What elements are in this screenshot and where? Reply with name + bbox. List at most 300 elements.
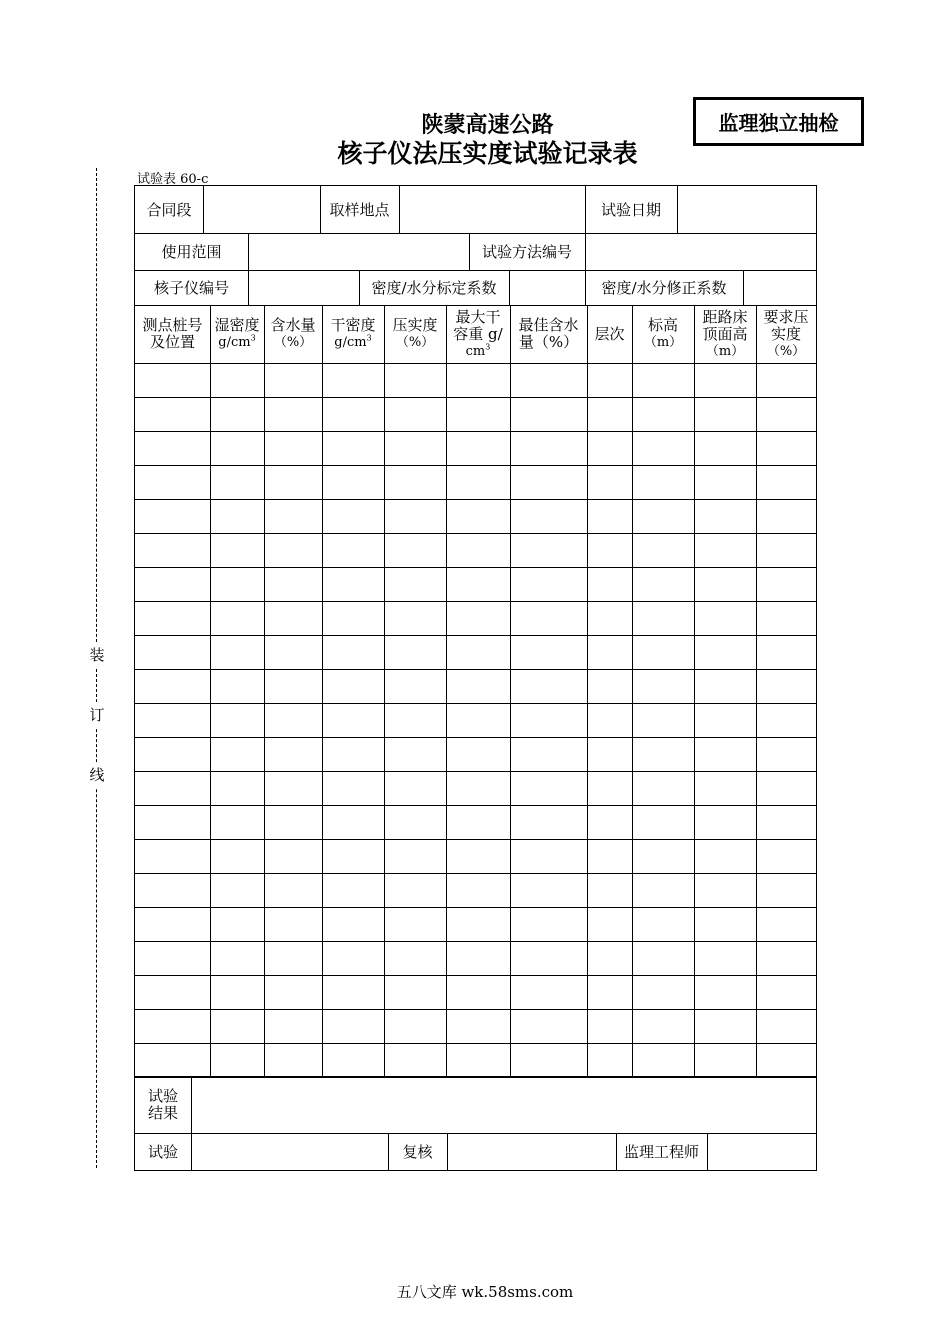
table-cell[interactable] xyxy=(756,941,816,975)
table-cell[interactable] xyxy=(264,363,322,397)
table-cell[interactable] xyxy=(632,839,694,873)
table-cell[interactable] xyxy=(322,1043,384,1077)
table-cell[interactable] xyxy=(756,1009,816,1043)
table-cell[interactable] xyxy=(264,941,322,975)
table-cell[interactable] xyxy=(587,771,632,805)
col-station xyxy=(135,305,210,363)
table-cell[interactable] xyxy=(135,669,210,703)
table-cell[interactable] xyxy=(632,805,694,839)
contract-input[interactable] xyxy=(203,186,320,233)
table-cell[interactable] xyxy=(632,771,694,805)
table-cell[interactable] xyxy=(135,397,210,431)
col-elevation-line1: 标高 xyxy=(647,316,678,334)
binding-line xyxy=(96,168,97,1168)
table-cell[interactable] xyxy=(135,703,210,737)
table-cell[interactable] xyxy=(210,737,264,771)
table-cell[interactable] xyxy=(446,941,510,975)
col-max-dry-density xyxy=(446,305,510,363)
col-req-compaction-unit: （%） xyxy=(766,343,806,359)
table-cell[interactable] xyxy=(446,669,510,703)
table-cell[interactable] xyxy=(446,1043,510,1077)
table-cell[interactable] xyxy=(510,465,587,499)
col-wet-density xyxy=(210,305,264,363)
table-cell[interactable] xyxy=(510,669,587,703)
table-cell[interactable] xyxy=(135,431,210,465)
table-cell[interactable] xyxy=(694,941,756,975)
col-req-compaction-line1: 要求压 xyxy=(763,307,809,326)
table-cell[interactable] xyxy=(632,1009,694,1043)
table-cell[interactable] xyxy=(384,1009,446,1043)
table-cell[interactable] xyxy=(210,771,264,805)
tester-signature[interactable] xyxy=(191,1133,388,1170)
supervisor-label: 监理工程师 xyxy=(623,1142,699,1161)
table-cell[interactable] xyxy=(210,397,264,431)
col-max-dry-line2: 容重 g/ xyxy=(453,324,503,343)
table-cell[interactable] xyxy=(694,1009,756,1043)
table-cell[interactable] xyxy=(384,567,446,601)
table-cell[interactable] xyxy=(264,1009,322,1043)
table-cell[interactable] xyxy=(446,499,510,533)
table-cell[interactable] xyxy=(756,431,816,465)
col-moisture xyxy=(264,305,322,363)
col-wet-density-line1: 湿密度 xyxy=(214,316,260,334)
table-cell[interactable] xyxy=(694,873,756,907)
table-cell[interactable] xyxy=(135,533,210,567)
table-cell[interactable] xyxy=(264,669,322,703)
table-cell[interactable] xyxy=(135,839,210,873)
table-cell[interactable] xyxy=(756,601,816,635)
table-cell[interactable] xyxy=(322,635,384,669)
calib-coef-input[interactable] xyxy=(509,270,585,305)
reviewer-label: 复核 xyxy=(402,1142,433,1161)
table-cell[interactable] xyxy=(510,703,587,737)
table-cell[interactable] xyxy=(264,1043,322,1077)
table-cell[interactable] xyxy=(264,533,322,567)
table-cell[interactable] xyxy=(264,397,322,431)
table-cell[interactable] xyxy=(446,533,510,567)
table-cell[interactable] xyxy=(322,941,384,975)
table-cell[interactable] xyxy=(756,1043,816,1077)
table-cell[interactable] xyxy=(322,805,384,839)
table-cell[interactable] xyxy=(510,1043,587,1077)
table-cell[interactable] xyxy=(632,567,694,601)
table-cell[interactable] xyxy=(264,873,322,907)
table-cell[interactable] xyxy=(135,363,210,397)
table-cell[interactable] xyxy=(210,499,264,533)
table-cell[interactable] xyxy=(135,499,210,533)
table-cell[interactable] xyxy=(632,601,694,635)
table-cell[interactable] xyxy=(756,839,816,873)
table-cell[interactable] xyxy=(510,873,587,907)
table-cell[interactable] xyxy=(210,907,264,941)
table-cell[interactable] xyxy=(446,737,510,771)
table-cell[interactable] xyxy=(587,805,632,839)
table-cell[interactable] xyxy=(322,1009,384,1043)
table-cell[interactable] xyxy=(446,635,510,669)
col-max-dry-unit: cm xyxy=(465,343,486,359)
table-cell[interactable] xyxy=(694,431,756,465)
table-cell[interactable] xyxy=(322,873,384,907)
table-cell[interactable] xyxy=(264,907,322,941)
table-cell[interactable] xyxy=(632,363,694,397)
table-cell[interactable] xyxy=(210,363,264,397)
table-cell[interactable] xyxy=(135,737,210,771)
table-cell[interactable] xyxy=(135,465,210,499)
table-cell[interactable] xyxy=(210,703,264,737)
table-cell[interactable] xyxy=(632,737,694,771)
table-cell[interactable] xyxy=(384,499,446,533)
table-cell[interactable] xyxy=(446,703,510,737)
col-compaction-unit: （%） xyxy=(395,335,435,350)
table-cell[interactable] xyxy=(264,601,322,635)
table-cell[interactable] xyxy=(510,1009,587,1043)
col-layer-label: 层次 xyxy=(594,324,625,343)
unit-exponent: 3 xyxy=(250,333,256,343)
table-cell[interactable] xyxy=(587,635,632,669)
table-cell[interactable] xyxy=(446,805,510,839)
table-cell[interactable] xyxy=(210,873,264,907)
table-cell[interactable] xyxy=(446,839,510,873)
col-dist-subgrade-line1: 距路床 xyxy=(702,307,748,326)
table-cell[interactable] xyxy=(210,465,264,499)
table-cell[interactable] xyxy=(264,465,322,499)
binding-char-1: 装 xyxy=(88,642,106,668)
col-dry-density-unit: g/cm xyxy=(334,335,367,350)
table-cell[interactable] xyxy=(135,567,210,601)
col-max-dry-line1: 最大干 xyxy=(455,307,501,326)
table-cell[interactable] xyxy=(384,397,446,431)
table-cell[interactable] xyxy=(587,431,632,465)
gauge-no-label: 核子仪编号 xyxy=(153,278,229,297)
table-cell[interactable] xyxy=(322,363,384,397)
table-cell[interactable] xyxy=(694,737,756,771)
table-cell[interactable] xyxy=(694,635,756,669)
table-cell[interactable] xyxy=(632,397,694,431)
table-cell[interactable] xyxy=(446,567,510,601)
table-cell[interactable] xyxy=(210,567,264,601)
table-cell[interactable] xyxy=(587,601,632,635)
table-cell[interactable] xyxy=(510,431,587,465)
table-cell[interactable] xyxy=(510,499,587,533)
table-cell[interactable] xyxy=(510,805,587,839)
gauge-no-input[interactable] xyxy=(248,270,359,305)
table-cell[interactable] xyxy=(210,635,264,669)
table-cell[interactable] xyxy=(510,601,587,635)
table-cell[interactable] xyxy=(694,499,756,533)
supervisor-signature[interactable] xyxy=(707,1133,816,1170)
table-cell[interactable] xyxy=(210,601,264,635)
table-cell[interactable] xyxy=(510,771,587,805)
table-cell[interactable] xyxy=(322,907,384,941)
col-station-line1: 测点桩号 xyxy=(142,316,203,334)
table-cell[interactable] xyxy=(446,431,510,465)
unit-exponent: 3 xyxy=(485,342,491,352)
table-cell[interactable] xyxy=(135,1043,210,1077)
table-cell[interactable] xyxy=(446,601,510,635)
col-moisture-unit: （%） xyxy=(273,335,313,350)
table-cell[interactable] xyxy=(694,805,756,839)
table-cell[interactable] xyxy=(446,873,510,907)
table-cell[interactable] xyxy=(756,533,816,567)
col-dist-subgrade-unit: （m） xyxy=(705,343,745,359)
table-cell[interactable] xyxy=(694,839,756,873)
table-cell[interactable] xyxy=(384,907,446,941)
page-title-project: 陕蒙高速公路 xyxy=(421,113,554,138)
table-cell[interactable] xyxy=(756,771,816,805)
table-cell[interactable] xyxy=(587,465,632,499)
table-cell[interactable] xyxy=(694,601,756,635)
table-cell[interactable] xyxy=(446,465,510,499)
table-cell[interactable] xyxy=(587,397,632,431)
table-cell[interactable] xyxy=(446,397,510,431)
scope-input[interactable] xyxy=(248,233,469,270)
table-cell[interactable] xyxy=(322,499,384,533)
table-cell[interactable] xyxy=(756,567,816,601)
table-cell[interactable] xyxy=(510,363,587,397)
test-date-label: 试验日期 xyxy=(600,200,661,219)
col-dist-subgrade-line2: 顶面高 xyxy=(702,324,748,343)
tester-label: 试验 xyxy=(147,1142,178,1161)
table-cell[interactable] xyxy=(322,533,384,567)
table-cell[interactable] xyxy=(322,839,384,873)
table-cell[interactable] xyxy=(510,567,587,601)
calib-coef-label: 密度/水分标定系数 xyxy=(371,278,497,297)
table-cell[interactable] xyxy=(694,703,756,737)
table-cell[interactable] xyxy=(694,771,756,805)
col-opt-moisture-line1: 最佳含水 xyxy=(518,316,579,334)
table-cell[interactable] xyxy=(756,669,816,703)
table-cell[interactable] xyxy=(384,805,446,839)
table-cell[interactable] xyxy=(264,567,322,601)
supervision-stamp: 监理独立抽检 xyxy=(693,97,864,146)
col-req-compaction xyxy=(756,305,816,363)
table-cell[interactable] xyxy=(264,499,322,533)
corr-coef-input[interactable] xyxy=(743,270,816,305)
table-cell[interactable] xyxy=(756,397,816,431)
table-cell[interactable] xyxy=(322,567,384,601)
table-cell[interactable] xyxy=(135,601,210,635)
table-cell[interactable] xyxy=(210,669,264,703)
table-cell[interactable] xyxy=(264,839,322,873)
table-cell[interactable] xyxy=(384,669,446,703)
table-cell[interactable] xyxy=(756,703,816,737)
table-cell[interactable] xyxy=(587,737,632,771)
table-cell[interactable] xyxy=(322,465,384,499)
result-label xyxy=(135,1076,191,1133)
table-cell[interactable] xyxy=(322,431,384,465)
table-cell[interactable] xyxy=(756,635,816,669)
table-cell[interactable] xyxy=(756,873,816,907)
table-cell[interactable] xyxy=(322,669,384,703)
result-label-line1: 试验 xyxy=(147,1086,178,1105)
table-cell[interactable] xyxy=(756,975,816,1009)
table-cell[interactable] xyxy=(446,975,510,1009)
col-dist-subgrade xyxy=(694,305,756,363)
table-cell[interactable] xyxy=(510,907,587,941)
unit-exponent: 3 xyxy=(366,333,372,343)
table-cell[interactable] xyxy=(510,839,587,873)
table-cell[interactable] xyxy=(587,1009,632,1043)
table-cell[interactable] xyxy=(384,1043,446,1077)
table-cell[interactable] xyxy=(756,363,816,397)
table-cell[interactable] xyxy=(587,839,632,873)
col-elevation-unit: （m） xyxy=(643,335,683,350)
table-cell[interactable] xyxy=(384,465,446,499)
table-cell[interactable] xyxy=(446,1009,510,1043)
footer-watermark: 五八文库 wk.58sms.com xyxy=(396,1283,574,1301)
table-cell[interactable] xyxy=(135,873,210,907)
table-cell[interactable] xyxy=(694,907,756,941)
table-cell[interactable] xyxy=(384,703,446,737)
table-cell[interactable] xyxy=(510,737,587,771)
result-input[interactable] xyxy=(191,1076,816,1133)
table-cell[interactable] xyxy=(446,363,510,397)
table-cell[interactable] xyxy=(384,771,446,805)
table-cell[interactable] xyxy=(587,975,632,1009)
table-cell[interactable] xyxy=(756,499,816,533)
table-cell[interactable] xyxy=(632,669,694,703)
table-cell[interactable] xyxy=(632,941,694,975)
table-cell[interactable] xyxy=(210,975,264,1009)
table-cell[interactable] xyxy=(210,431,264,465)
table-cell[interactable] xyxy=(587,499,632,533)
table-cell[interactable] xyxy=(510,533,587,567)
table-cell[interactable] xyxy=(587,907,632,941)
table-cell[interactable] xyxy=(632,975,694,1009)
table-cell[interactable] xyxy=(694,363,756,397)
table-cell[interactable] xyxy=(135,1009,210,1043)
table-cell[interactable] xyxy=(384,975,446,1009)
table-cell[interactable] xyxy=(694,533,756,567)
table-cell[interactable] xyxy=(384,839,446,873)
table-cell[interactable] xyxy=(322,771,384,805)
table-cell[interactable] xyxy=(587,873,632,907)
table-cell[interactable] xyxy=(135,975,210,1009)
table-cell[interactable] xyxy=(632,465,694,499)
table-cell[interactable] xyxy=(756,465,816,499)
table-cell[interactable] xyxy=(264,737,322,771)
table-cell[interactable] xyxy=(264,431,322,465)
table-cell[interactable] xyxy=(587,567,632,601)
table-cell[interactable] xyxy=(694,975,756,1009)
table-cell[interactable] xyxy=(210,805,264,839)
table-cell[interactable] xyxy=(322,703,384,737)
table-cell[interactable] xyxy=(322,975,384,1009)
table-cell[interactable] xyxy=(510,635,587,669)
table-cell[interactable] xyxy=(210,533,264,567)
table-cell[interactable] xyxy=(587,703,632,737)
table-cell[interactable] xyxy=(264,703,322,737)
sample-site-input[interactable] xyxy=(399,186,585,233)
table-cell[interactable] xyxy=(210,1043,264,1077)
col-opt-moisture xyxy=(510,305,587,363)
table-cell[interactable] xyxy=(384,533,446,567)
table-cell[interactable] xyxy=(587,1043,632,1077)
col-opt-moisture-line2: 量（%） xyxy=(518,333,579,351)
table-cell[interactable] xyxy=(384,737,446,771)
table-cell[interactable] xyxy=(587,669,632,703)
table-cell[interactable] xyxy=(510,941,587,975)
table-cell[interactable] xyxy=(264,771,322,805)
result-label-line2: 结果 xyxy=(147,1103,178,1122)
table-cell[interactable] xyxy=(446,907,510,941)
table-cell[interactable] xyxy=(384,363,446,397)
contract-label: 合同段 xyxy=(146,200,192,219)
table-cell[interactable] xyxy=(587,363,632,397)
table-cell[interactable] xyxy=(322,601,384,635)
table-cell[interactable] xyxy=(264,975,322,1009)
col-wet-density-unit: g/cm xyxy=(218,335,251,350)
table-cell[interactable] xyxy=(694,397,756,431)
col-compaction-line1: 压实度 xyxy=(392,316,438,334)
table-cell[interactable] xyxy=(632,907,694,941)
table-cell[interactable] xyxy=(587,941,632,975)
table-cell[interactable] xyxy=(587,533,632,567)
col-req-compaction-line2: 实度 xyxy=(770,324,801,343)
table-cell[interactable] xyxy=(210,941,264,975)
table-cell[interactable] xyxy=(632,533,694,567)
table-cell[interactable] xyxy=(210,1009,264,1043)
table-cell[interactable] xyxy=(694,1043,756,1077)
table-cell[interactable] xyxy=(135,771,210,805)
corr-coef-label: 密度/水分修正系数 xyxy=(601,278,727,297)
record-table xyxy=(134,185,817,1171)
table-cell[interactable] xyxy=(756,805,816,839)
col-station-line2: 及位置 xyxy=(149,333,195,351)
table-cell[interactable] xyxy=(632,703,694,737)
table-cell[interactable] xyxy=(322,397,384,431)
table-cell[interactable] xyxy=(384,635,446,669)
sample-site-label: 取样地点 xyxy=(329,200,390,219)
method-no-label: 试验方法编号 xyxy=(481,242,572,261)
table-cell[interactable] xyxy=(510,397,587,431)
method-no-input[interactable] xyxy=(585,233,816,270)
table-cell[interactable] xyxy=(510,975,587,1009)
table-cell[interactable] xyxy=(632,635,694,669)
table-cell[interactable] xyxy=(210,839,264,873)
test-date-input[interactable] xyxy=(677,186,816,233)
table-cell[interactable] xyxy=(756,737,816,771)
table-cell[interactable] xyxy=(264,635,322,669)
binding-char-2: 订 xyxy=(88,702,106,728)
table-cell[interactable] xyxy=(322,737,384,771)
table-cell[interactable] xyxy=(632,499,694,533)
col-compaction xyxy=(384,305,446,363)
table-cell[interactable] xyxy=(756,907,816,941)
col-layer xyxy=(587,305,632,363)
table-cell[interactable] xyxy=(135,805,210,839)
table-cell[interactable] xyxy=(264,805,322,839)
table-cell[interactable] xyxy=(384,601,446,635)
reviewer-signature[interactable] xyxy=(447,1133,616,1170)
table-cell[interactable] xyxy=(694,465,756,499)
table-cell[interactable] xyxy=(632,1043,694,1077)
table-cell[interactable] xyxy=(694,567,756,601)
scope-label: 使用范围 xyxy=(161,242,222,261)
table-cell[interactable] xyxy=(384,431,446,465)
table-cell[interactable] xyxy=(384,873,446,907)
table-cell[interactable] xyxy=(135,635,210,669)
table-cell[interactable] xyxy=(135,907,210,941)
table-cell[interactable] xyxy=(694,669,756,703)
table-cell[interactable] xyxy=(135,941,210,975)
page-title: 核子仪法压实度试验记录表 xyxy=(337,139,638,168)
table-cell[interactable] xyxy=(384,941,446,975)
form-number: 试验表 60-c xyxy=(137,172,209,187)
table-cell[interactable] xyxy=(632,873,694,907)
table-cell[interactable] xyxy=(632,431,694,465)
table-cell[interactable] xyxy=(446,771,510,805)
